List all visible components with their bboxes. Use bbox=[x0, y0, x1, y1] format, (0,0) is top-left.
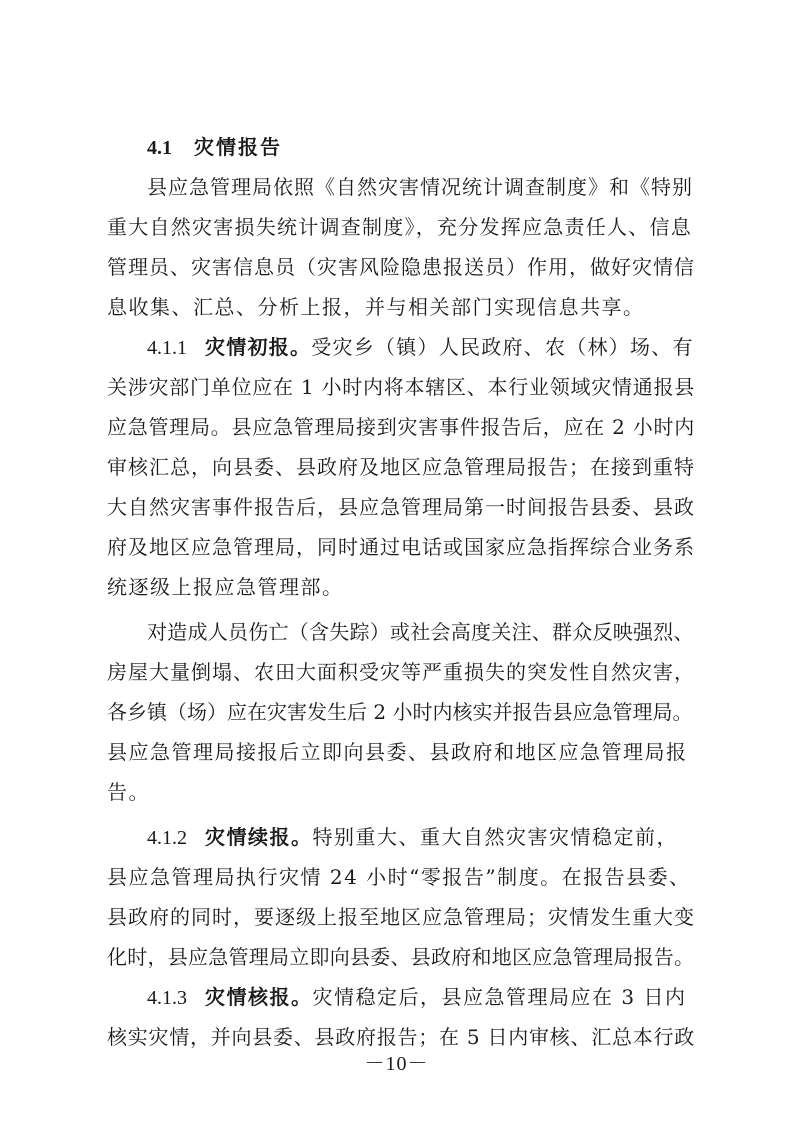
paragraph-line: 化时，县应急管理局立即向县委、县政府和地区应急管理局报告。 bbox=[107, 945, 695, 969]
paragraph-line: 息收集、汇总、分析上报，并与相关部门实现信息共享。 bbox=[107, 295, 645, 319]
document-page bbox=[107, 0, 697, 1121]
paragraph-line: 统逐级上报应急管理部。 bbox=[107, 575, 344, 599]
paragraph-line: 县政府的同时，要逐级上报至地区应急管理局；灾情发生重大变 bbox=[107, 905, 695, 929]
paragraph-line: 各乡镇（场）应在灾害发生后 2 小时内核实并报告县应急管理局。 bbox=[107, 700, 693, 724]
paragraph-line: 县应急管理局依照《自然灾害情况统计调查制度》和《特别 bbox=[147, 175, 693, 199]
paragraph-line: 府及地区应急管理局，同时通过电话或国家应急指挥综合业务系 bbox=[107, 535, 695, 559]
paragraph-line: 管理员、灾害信息员（灾害风险隐患报送员）作用，做好灾情信 bbox=[107, 255, 695, 279]
subsection-number: 4.1.2 bbox=[147, 827, 187, 849]
paragraph-text: 受灾乡（镇）人民政府、农（林）场、有 bbox=[311, 335, 694, 359]
subsection-4-1-3-line bbox=[147, 980, 697, 1014]
paragraph-line: 关涉灾部门单位应在 1 小时内将本辖区、本行业领域灾情通报县 bbox=[107, 375, 695, 399]
subsection-number: 4.1.3 bbox=[147, 987, 187, 1009]
subsection-4-1-1-line bbox=[147, 330, 697, 364]
subsection-term: 灾情核报。 bbox=[205, 985, 313, 1009]
paragraph-line: 县应急管理局执行灾情 24 小时“零报告”制度。在报告县委、 bbox=[107, 865, 691, 889]
paragraph-line: 大自然灾害事件报告后，县应急管理局第一时间报告县委、县政 bbox=[107, 495, 695, 519]
paragraph-line: 核实灾情，并向县委、县政府报告；在 5 日内审核、汇总本行政 bbox=[107, 1025, 695, 1049]
paragraph-line: 审核汇总，向县委、县政府及地区应急管理局报告；在接到重特 bbox=[107, 455, 695, 479]
paragraph-line: 告。 bbox=[107, 780, 150, 804]
subsection-term: 灾情初报。 bbox=[205, 335, 312, 359]
paragraph-line: 房屋大量倒塌、农田大面积受灾等严重损失的突发性自然灾害， bbox=[107, 660, 695, 684]
paragraph-line: 应急管理局。县应急管理局接到灾害事件报告后，应在 2 小时内 bbox=[107, 415, 695, 439]
page-number: －10－ bbox=[364, 1053, 429, 1075]
subsection-4-1-2-line bbox=[147, 820, 697, 854]
subsection-term: 灾情续报。 bbox=[205, 825, 313, 849]
paragraph-line: 重大自然灾害损失统计调查制度》，充分发挥应急责任人、信息 bbox=[107, 215, 692, 239]
paragraph-line: 对造成人员伤亡（含失踪）或社会高度关注、群众反映强烈、 bbox=[147, 620, 694, 644]
paragraph-line: 县应急管理局接报后立即向县委、县政府和地区应急管理局报 bbox=[107, 740, 688, 764]
subsection-number: 4.1.1 bbox=[147, 337, 187, 359]
paragraph-text: 灾情稳定后，县应急管理局应在 3 日内 bbox=[312, 985, 687, 1009]
section-number: 4.1 bbox=[147, 137, 172, 159]
section-heading bbox=[147, 130, 697, 164]
section-title: 灾情报告 bbox=[194, 135, 282, 159]
paragraph-text: 特别重大、重大自然灾害灾情稳定前， bbox=[312, 825, 678, 849]
